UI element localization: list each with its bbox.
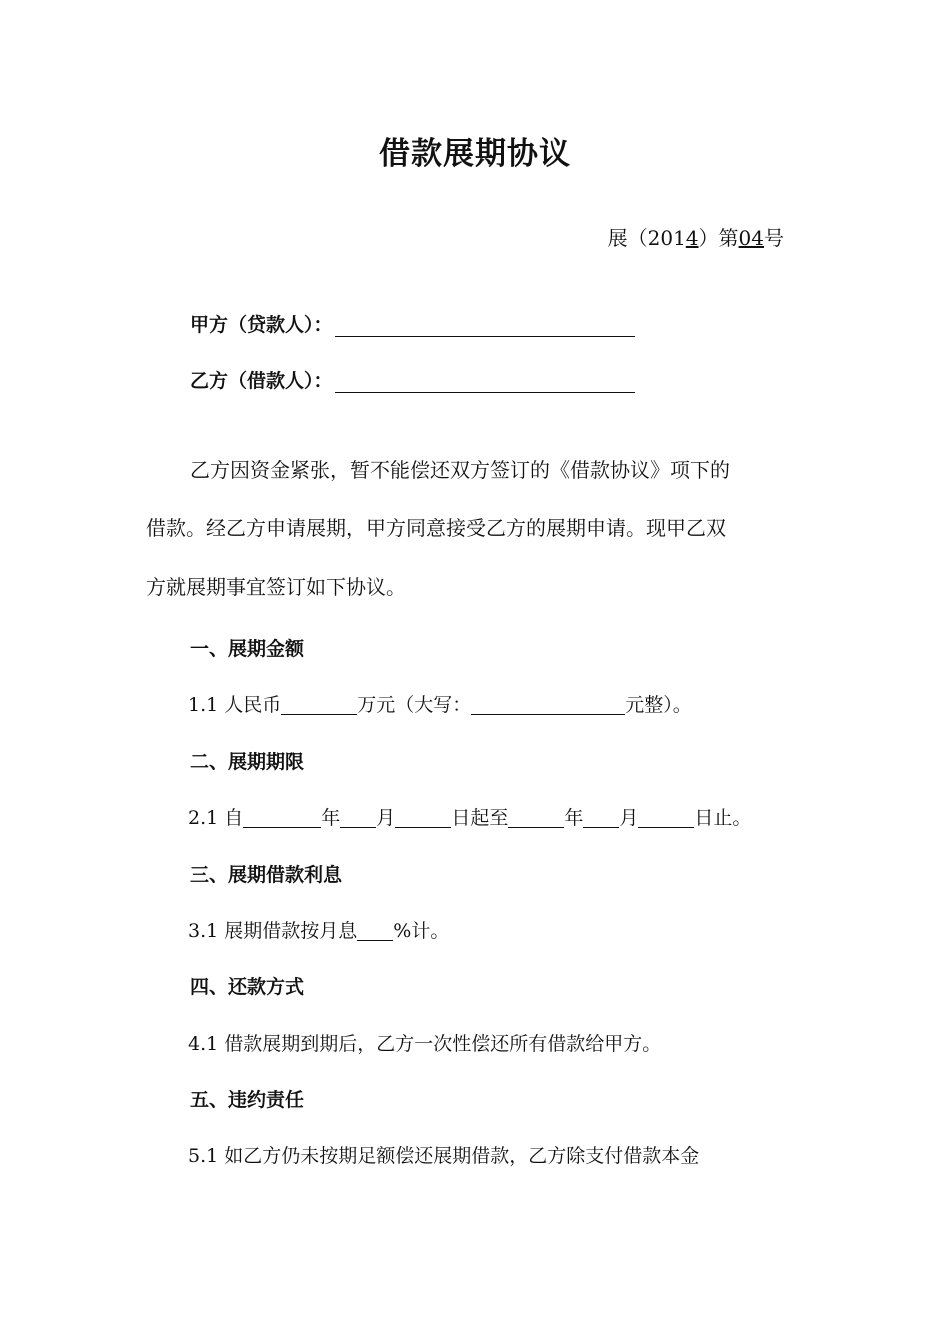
doc-number-year-digit: 4 [685,226,699,250]
doc-number-value: 04 [738,226,764,250]
clause-2-1 [188,803,751,830]
start-year-blank[interactable] [243,807,321,828]
section-heading-repayment: 四、还款方式 [190,976,305,998]
clause-text: 自 [224,807,244,829]
start-day-blank[interactable] [395,807,451,828]
intro-line: 借款。经乙方申请展期，甲方同意接受乙方的展期申请。现甲乙双 [146,516,726,540]
clause-5-1 [188,1141,699,1168]
clause-3-1 [188,916,449,943]
clause-text: 如乙方仍未按期足额偿还展期借款，乙方除支付借款本金 [224,1145,700,1167]
start-month-blank[interactable] [340,807,376,828]
end-month-blank[interactable] [583,807,619,828]
clause-number: 1.1 [188,694,219,716]
interest-rate-blank[interactable] [357,920,393,941]
end-year-blank[interactable] [508,807,564,828]
clause-4-1 [188,1029,661,1056]
party-b-label: 乙方（借款人）： [190,370,333,392]
clause-text: 日起至 [451,807,509,829]
end-day-blank[interactable] [638,807,694,828]
clause-text: 人民币 [224,694,282,716]
intro-line: 方就展期事宜签订如下协议。 [146,575,406,599]
clause-text: 月 [619,807,639,829]
doc-number-prefix: 展（201 [607,226,686,250]
clause-text: 借款展期到期后，乙方一次性偿还所有借款给甲方。 [224,1033,662,1055]
doc-number-suffix: 号 [764,226,784,250]
section-heading-interest: 三、展期借款利息 [190,864,343,886]
party-a-label: 甲方（贷款人）： [190,314,333,336]
section-heading-amount: 一、展期金额 [190,638,305,660]
intro-line: 乙方因资金紧张，暂不能偿还双方签订的《借款协议》项下的 [190,458,730,482]
party-a-row [190,310,635,337]
section-heading-liability: 五、违约责任 [190,1089,305,1111]
clause-number: 3.1 [188,920,219,942]
party-b-blank[interactable] [335,370,635,393]
document-number [608,222,784,251]
party-a-blank[interactable] [335,314,635,337]
clause-text: 日止。 [694,807,752,829]
amount-blank[interactable] [281,694,357,715]
clause-number: 4.1 [188,1033,219,1055]
clause-text: 元整）。 [625,694,692,716]
clause-1-1 [188,690,692,717]
amount-uppercase-blank[interactable] [471,694,625,715]
clause-number: 2.1 [188,807,219,829]
doc-number-middle: ）第 [698,226,739,250]
clause-number: 5.1 [188,1145,219,1167]
section-heading-period: 二、展期期限 [190,751,305,773]
party-b-row [190,366,635,393]
clause-text: 月 [376,807,396,829]
clause-text: %计。 [393,920,450,942]
clause-text: 万元（大写： [357,694,472,716]
clause-text: 年 [564,807,584,829]
clause-text: 展期借款按月息 [224,920,358,942]
document-title: 借款展期协议 [379,136,571,172]
clause-text: 年 [321,807,341,829]
